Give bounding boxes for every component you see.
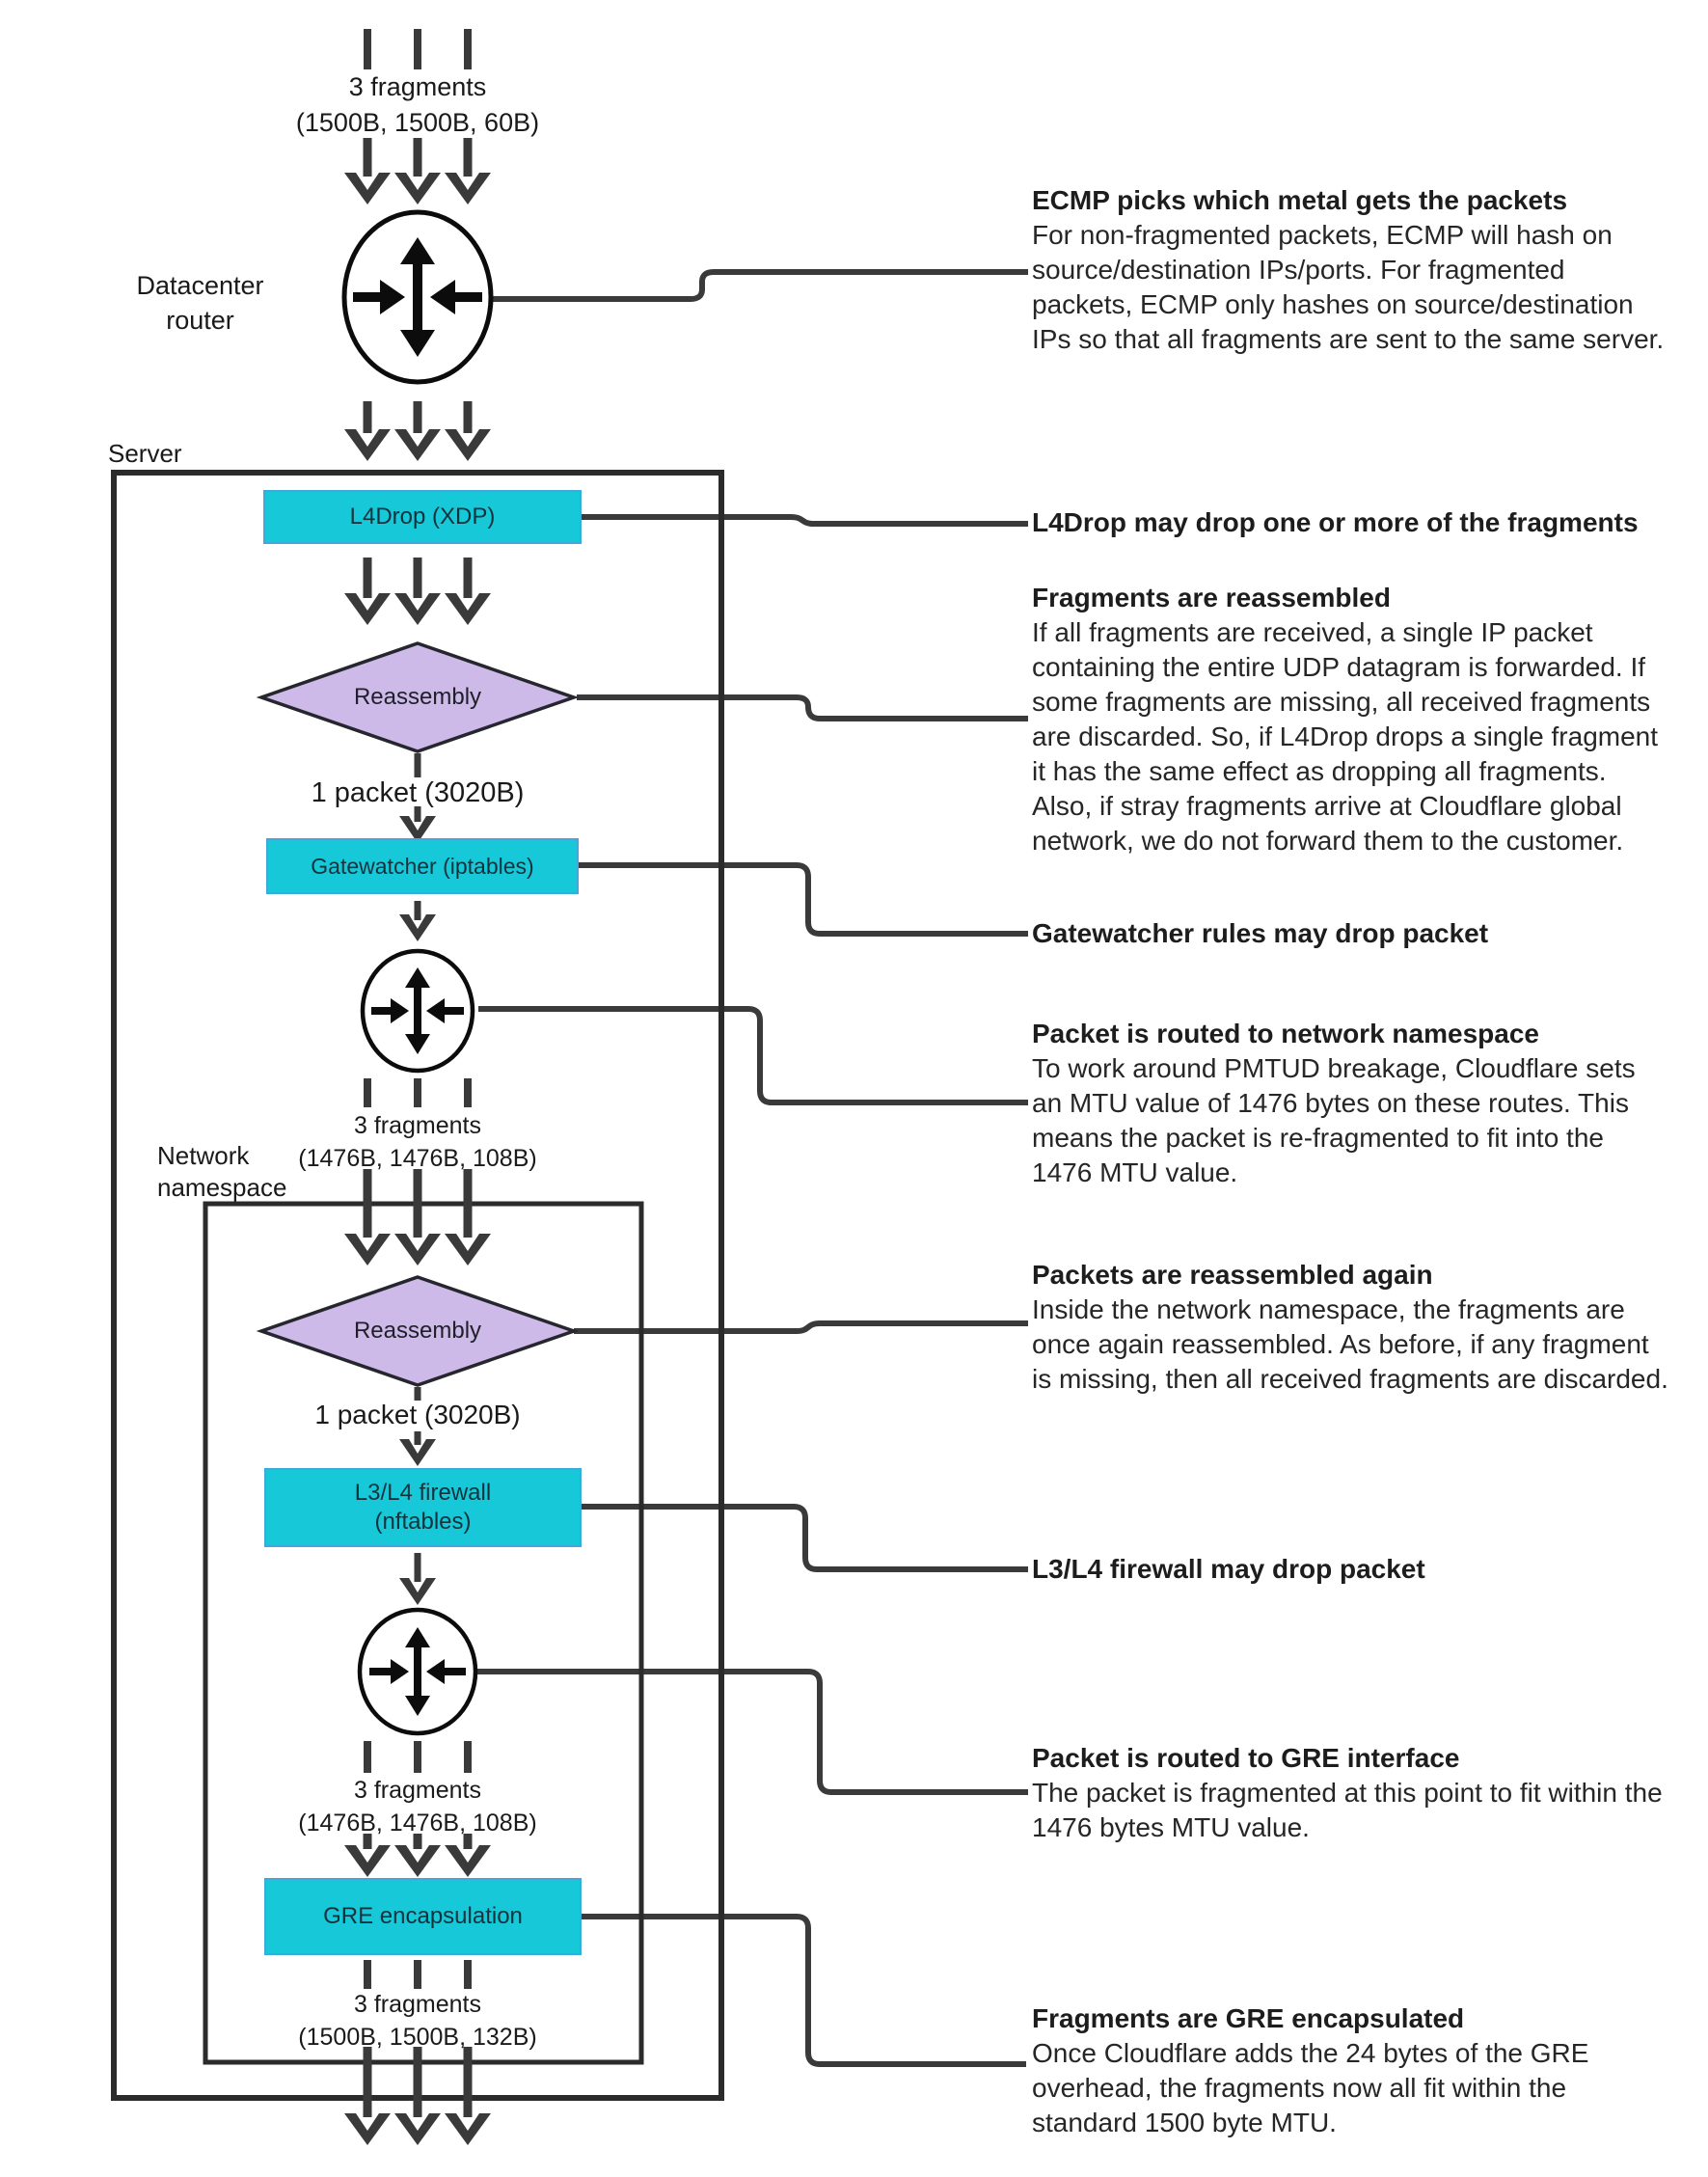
arrows-into-namespace — [344, 1169, 491, 1265]
annotation-heading: Packet is routed to GRE interface — [1032, 1743, 1460, 1773]
server-label: Server — [108, 439, 182, 468]
annotation-heading: Fragments are reassembled — [1032, 583, 1391, 612]
annotation-heading: L3/L4 firewall may drop packet — [1032, 1554, 1425, 1584]
annotation-firewall — [1032, 1552, 1668, 1587]
connector-gre — [582, 1917, 1026, 2064]
annotation-body: The packet is fragmented at this point to fit within the 1476 bytes MTU value. — [1032, 1778, 1663, 1842]
fragments-sizes: (1476B, 1476B, 108B) — [298, 1810, 537, 1837]
fragments-count: 3 fragments — [353, 1777, 481, 1804]
annotation-body: For non-fragmented packets, ECMP will hash on source/destination IPs/ports. For fragmented packets, ECMP only hashes on source/destination IPs so that all fragments are sent to the same server. — [1032, 220, 1665, 354]
connector-firewall — [582, 1507, 1028, 1569]
network-namespace-label: Network namespace — [157, 1141, 287, 1202]
annotation-reassembled-again — [1032, 1258, 1668, 1397]
gatewatcher-node: Gatewatcher (iptables) — [266, 838, 579, 894]
annotation-body: Inside the network namespace, the fragments are once again reassembled. As before, if any fragment is missing, then all received fragments are discarded. — [1032, 1294, 1668, 1394]
fragments-label-encapsulated — [298, 1988, 536, 2054]
annotation-gre-encapsulated — [1032, 2001, 1668, 2140]
connector-ecmp — [491, 272, 1028, 299]
fragments-count: 3 fragments — [348, 72, 487, 101]
arrows-into-gre — [344, 1834, 491, 1877]
ticks-after-gre-router — [367, 1741, 468, 1773]
connector-l4drop — [582, 517, 1028, 524]
fragments-label-gre-routed — [298, 1774, 536, 1839]
connector-router-namespace — [478, 1009, 1028, 1102]
annotation-heading: L4Drop may drop one or more of the fragments — [1032, 507, 1639, 537]
packet-label-2: 1 packet (3020B) — [314, 1400, 521, 1429]
reassembly-label-2: Reassembly — [353, 1318, 482, 1344]
fragments-sizes: (1500B, 1500B, 60B) — [295, 108, 540, 137]
annotation-heading: Gatewatcher rules may drop packet — [1032, 918, 1489, 948]
annotation-routed-namespace — [1032, 1017, 1668, 1190]
fragments-count: 3 fragments — [353, 1112, 481, 1139]
datacenter-router-label: Datacenter router — [136, 271, 264, 335]
connector-reassembly-1 — [577, 697, 1028, 719]
annotation-heading: ECMP picks which metal gets the packets — [1032, 185, 1568, 215]
fragments-label-in — [296, 69, 539, 141]
arrow-into-firewall — [399, 1431, 436, 1466]
firewall-node — [264, 1468, 582, 1547]
annotation-routed-gre — [1032, 1741, 1668, 1845]
ticks-incoming — [367, 29, 468, 69]
annotation-ecmp — [1032, 183, 1668, 357]
connector-gatewatcher — [579, 865, 1028, 934]
arrows-l4drop-to-reassembly — [344, 558, 491, 625]
arrows-out-of-server — [344, 2047, 491, 2145]
annotation-body: Once Cloudflare adds the 24 bytes of the GRE overhead, the fragments now all fit within the standard 1500 byte MTU. — [1032, 2038, 1589, 2137]
annotation-l4drop — [1032, 505, 1668, 540]
connector-router-gre — [477, 1672, 1028, 1792]
datacenter-router-icon — [344, 212, 491, 382]
reassembly-label-1: Reassembly — [353, 684, 482, 710]
arrow-gatewatcher-to-router — [399, 901, 436, 941]
arrow-firewall-to-router — [399, 1553, 436, 1605]
firewall-node-line1: L3/L4 firewall — [354, 1480, 492, 1506]
l4drop-node: L4Drop (XDP) — [263, 490, 582, 544]
ticks-after-router — [367, 1078, 468, 1107]
fragments-count: 3 fragments — [353, 1991, 481, 2018]
fragments-sizes: (1500B, 1500B, 132B) — [298, 2024, 537, 2051]
annotation-heading: Packet is routed to network namespace — [1032, 1019, 1539, 1048]
arrows-into-server — [344, 401, 491, 461]
annotation-heading: Packets are reassembled again — [1032, 1260, 1433, 1290]
namespace-router-icon — [363, 951, 473, 1071]
gre-node: GRE encapsulation — [264, 1878, 582, 1955]
fragments-sizes: (1476B, 1476B, 108B) — [298, 1145, 537, 1172]
annotation-reassembly — [1032, 581, 1668, 858]
gre-router-icon — [360, 1610, 475, 1733]
annotation-heading: Fragments are GRE encapsulated — [1032, 2003, 1465, 2033]
packet-label-1: 1 packet (3020B) — [311, 777, 525, 808]
annotation-body: To work around PMTUD breakage, Cloudflare sets an MTU value of 1476 bytes on these routes. This means the packet is re-fragmented to fit into the 1476 MTU value. — [1032, 1053, 1636, 1187]
ticks-below-gre — [367, 1960, 468, 1989]
annotation-gatewatcher — [1032, 916, 1668, 951]
annotation-body: If all fragments are received, a single IP packet containing the entire UDP datagram is forwarded. If some fragments are missing, all received fragments are discarded. So, if L4Drop drops a single fragment it has the same effect as dropping all fragments. Also, if stray fragments arrive at Cloudflare global network, we do not forward them to the customer. — [1032, 617, 1659, 856]
fragments-label-refragmented — [298, 1109, 536, 1175]
arrows-into-router — [344, 138, 491, 204]
firewall-node-line2: (nftables) — [374, 1509, 472, 1535]
